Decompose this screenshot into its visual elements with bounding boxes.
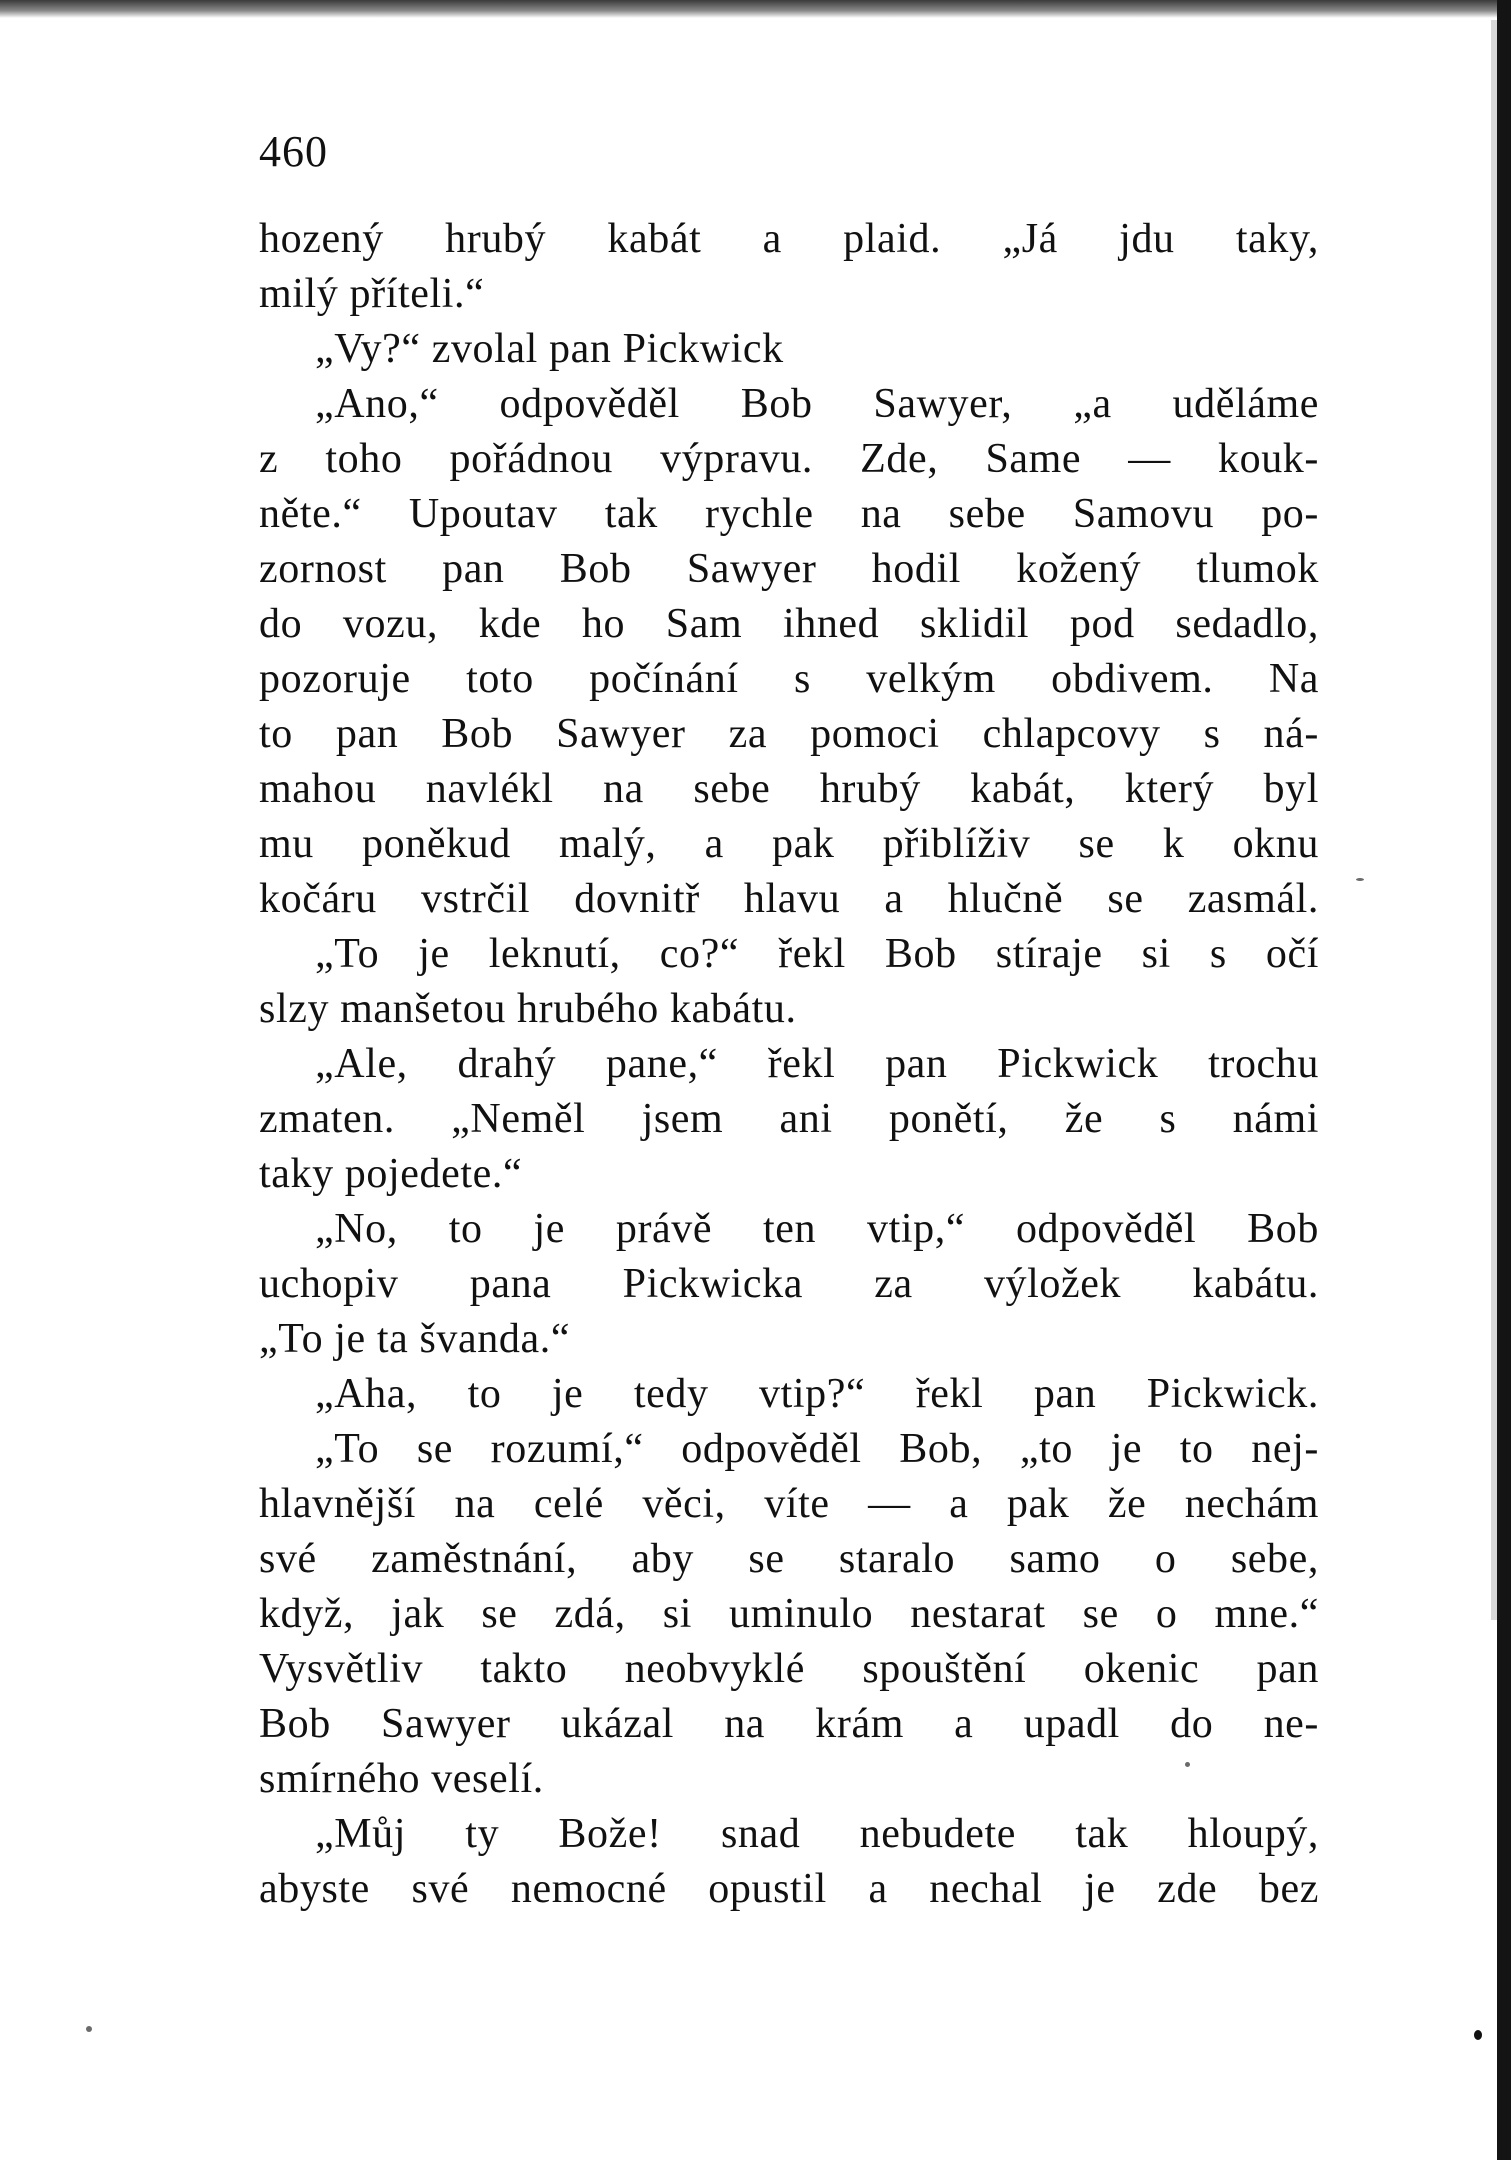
text-line: smírného veselí. <box>259 1756 544 1802</box>
text-line: slzy manšetou hrubého kabátu. <box>259 986 797 1032</box>
page-number: 460 <box>259 127 328 176</box>
text-line: když, jak se zdá, si uminulo nestarat se o mne.“ <box>259 1591 1319 1637</box>
text-line: „To je leknutí, co?“ řekl Bob stíraje si s očí <box>315 931 1319 977</box>
text-line: kočáru vstrčil dovnitř hlavu a hlučně se zasmál. <box>259 876 1319 922</box>
text-line: mu poněkud malý, a pak přiblíživ se k oknu <box>259 821 1319 867</box>
text-line: z toho pořádnou výpravu. Zde, Same — kouk- <box>259 436 1319 482</box>
text-line: abyste své nemocné opustil a nechal je zde bez <box>259 1866 1319 1912</box>
text-line: uchopiv pana Pickwicka za výložek kabátu. <box>259 1261 1319 1307</box>
body-text <box>259 212 1319 1917</box>
text-line: milý příteli.“ <box>259 271 485 317</box>
scan-speck <box>1474 2030 1482 2040</box>
text-line: Bob Sawyer ukázal na krám a upadl do ne- <box>259 1701 1319 1747</box>
text-line: hozený hrubý kabát a plaid. „Já jdu taky, <box>259 216 1319 262</box>
text-line: zmaten. „Neměl jsem ani ponětí, že s námi <box>259 1096 1319 1142</box>
text-line: něte.“ Upoutav tak rychle na sebe Samovu po- <box>259 491 1319 537</box>
text-line: zornost pan Bob Sawyer hodil kožený tlumok <box>259 546 1319 592</box>
text-line: taky pojedete.“ <box>259 1151 523 1197</box>
scan-top-edge <box>0 0 1511 18</box>
text-line: své zaměstnání, aby se staralo samo o sebe, <box>259 1536 1319 1582</box>
text-line: to pan Bob Sawyer za pomoci chlapcovy s ná- <box>259 711 1319 757</box>
scan-speck <box>1185 1762 1190 1767</box>
text-line: „Vy?“ zvolal pan Pickwick <box>315 326 784 372</box>
text-line: do vozu, kde ho Sam ihned sklidil pod sedadlo, <box>259 601 1319 647</box>
text-line: „To se rozumí,“ odpověděl Bob, „to je to nej- <box>315 1426 1319 1472</box>
scan-speck <box>1356 878 1364 881</box>
scan-speck <box>86 2026 92 2032</box>
text-line: mahou navlékl na sebe hrubý kabát, který byl <box>259 766 1319 812</box>
text-line: „Ale, drahý pane,“ řekl pan Pickwick trochu <box>315 1041 1319 1087</box>
text-line: „Ano,“ odpověděl Bob Sawyer, „a uděláme <box>315 381 1319 427</box>
scan-right-edge <box>1497 0 1511 2160</box>
text-line: „No, to je právě ten vtip,“ odpověděl Bob <box>315 1206 1319 1252</box>
text-line: „To je ta švanda.“ <box>259 1316 571 1362</box>
text-line: hlavnější na celé věci, víte — a pak že nechám <box>259 1481 1319 1527</box>
text-line: pozoruje toto počínání s velkým obdivem. Na <box>259 656 1319 702</box>
text-line: „Aha, to je tedy vtip?“ řekl pan Pickwick. <box>315 1371 1319 1417</box>
text-line: Vysvětliv takto neobvyklé spouštění okenic pan <box>259 1646 1319 1692</box>
text-line: „Můj ty Bože! snad nebudete tak hloupý, <box>315 1811 1319 1857</box>
